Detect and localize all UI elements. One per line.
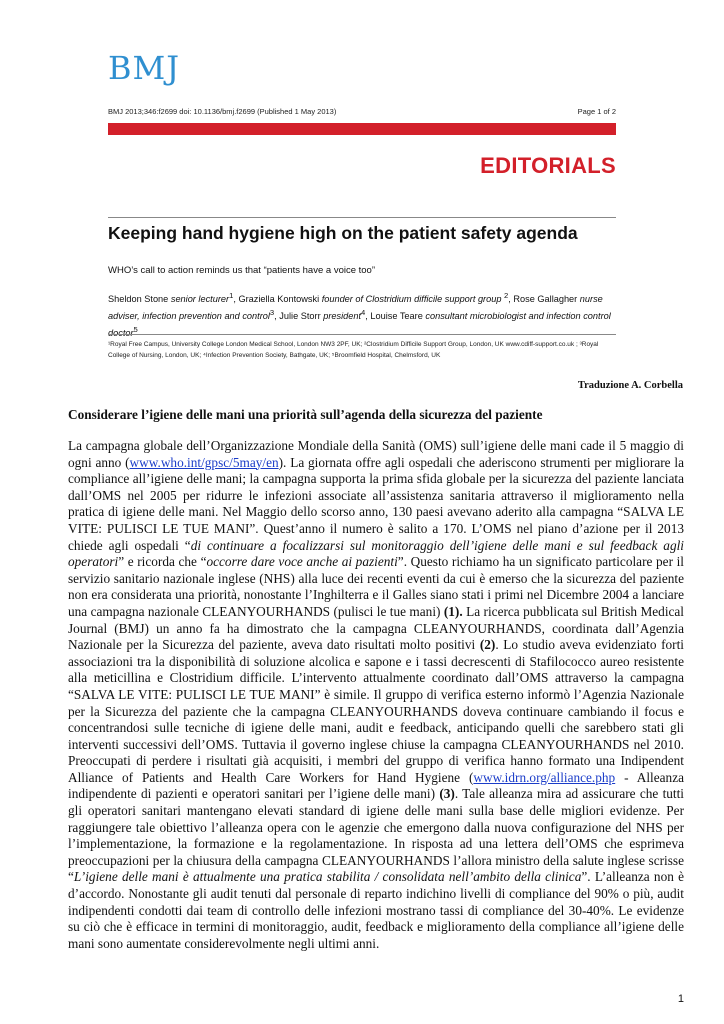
affiliations: ¹Royal Free Campus, University College London Medical School, London NW3 2PF, UK; ²Clostridium Difficile Support Group, London, UK www.cdiff-support.co.uk ; ³Royal College of Nursing, London, UK; ⁴Infection Prevention Society, Bathgate, UK; ⁵Broomfield Hospital, Chelmsford, UK — [108, 341, 599, 359]
author-role: senior lecturer — [170, 294, 230, 305]
body-text: ). La giornata offre agli ospedali che aderiscono strumenti per migliorare la compliance all’igiene delle mani; la campagna supporta la prima sfida globale per la sicurezza del paziente lanciata dall’OMS nel 2005 per ridurre le infezioni associate all’assistenza sanitaria attraverso il miglioramento nella pratica di igiene delle mani. Nel Maggio dello scorso anno, 130 paesi avevano aderito alla campagna “SALVA LE VITE: PULISCI LE TUE MANI”. Quest’anno il numero è salito a 170. L’OMS nel piano d’azione per il 2013 chiede agli ospedali “ — [68, 454, 684, 553]
quote-text: di continuare a focalizzarsi sul monitoraggio dell’igiene delle mani e sul feedback agli operatori — [68, 537, 684, 570]
who-link[interactable]: www.who.int/gpsc/5may/en — [129, 454, 279, 470]
body-text: La ricerca pubblicata sul British Medical Journal (BMJ) un anno fa ha dimostrato che la campagna CLEANYOURHANDS, coordinata dall’Agenzia Nazionale per la Sicurezza del paziente, aveva dato risultati molto positivi — [68, 603, 685, 653]
author-role: nurse adviser, infection prevention and control — [108, 294, 603, 322]
body-text: ” e ricorda che “ — [118, 554, 207, 570]
divider — [108, 334, 616, 335]
author-name: Julie Storr — [279, 311, 321, 322]
citation-line — [108, 107, 616, 116]
alliance-link[interactable]: www.idrn.org/alliance.php — [473, 769, 616, 785]
citation: BMJ 2013;346:f2699 doi: 10.1136/bmj.f2699 (Published 1 May 2013) — [108, 107, 337, 116]
page-indicator: Page 1 of 2 — [577, 107, 616, 116]
section-label: EDITORIALS — [480, 153, 616, 178]
author-sup: 5 — [133, 325, 138, 335]
author-role: founder of Clostridium difficile support group — [321, 294, 502, 305]
body-text: - Alleanza indipendente di pazienti e operatori sanitari per l’igiene delle mani) — [68, 769, 684, 802]
author-name: Louise Teare — [370, 311, 423, 322]
body-text: ”. L’alleanza non è d’accordo. Nonostante gli audit tenuti dal personale di reparto indichino livelli di compliance del 90% o più, audit indipendenti condotti dai team di controllo delle infezioni mostrano tassi di compliance del 30-40%. Le evidenze su ciò che è efficace in termini di monitoraggio, audit, feedback e miglioramento della compliance all’igiene delle mani sono aumentate considerevolmente negli ultimi anni. — [68, 869, 684, 951]
author-sup: 1 — [229, 291, 234, 300]
author-role: president — [323, 311, 361, 322]
reference: (3) — [439, 786, 455, 802]
author-sup: 2 — [504, 291, 509, 300]
body-text: . Lo studio aveva evidenziato forti associazioni tra la disponibilità di soluzione alcolica e sapone e i tassi decrescenti di Stafilococco aureo resistente alla meticillina e Clostridium difficile. L’intervento attualmente coordinato dall’OMS attraverso la campagna “SALVA LE VITE: PULISCI LE TUE MANI” è simile. Il gruppo di verifica esterno informò l’Agenzia Nazionale per la Sicurezza del paziente che la campagna CLEANYOURHANDS doveva continuare cambiando il focus e concentrandosi sulle tecniche di igiene delle mani, audit e feedback, anticipando quelli che sarebbero stati gli interventi successivi dell’OMS. Tuttavia il governo inglese chiuse la campagna CLEANYOURHANDS nel 2010. Preoccupati di perdere i risultati già acquisiti, i membri del gruppo di verifica hanno formato una Indipendent Alliance of Patients and Health Care Workers for Hand Hygiene ( — [68, 637, 684, 785]
body-text: . Tale alleanza mira ad assicurare che tutti gli operatori sanitari mantengano elevati standard di igiene delle mani sulla base delle migliori evidenze. Per raggiungere tale obiettivo l’alleanza opera con le agenzie che emergono dalla nuova configurazione del NHS per l’implementazione, la formazione e la regolamentazione. In risposta ad una lettera dell’OMS che esprimeva preoccupazioni per la chiusura della campagna CLEANYOURHANDS l’allora ministro della salute inglese scrisse “ — [68, 786, 685, 885]
author-name: Sheldon Stone — [108, 294, 169, 305]
page-number: 1 — [677, 993, 684, 1005]
translation-heading: Considerare l’igiene delle mani una priorità sull’agenda della sicurezza del paziente — [68, 407, 543, 422]
quote-text: L’igiene delle mani è attualmente una pratica stabilita / consolidata nell’ambito della clinica — [73, 869, 582, 885]
author-name: Rose Gallagher — [513, 294, 578, 305]
author-list: Sheldon Stone senior lecturer$^1$, Graziella Kontowski founder of Clostridium difficile support group $^2$, Rose Gallagher nurse adviser, infection prevention and control$^3$, Julie Storr president$^4$, Louise Teare consultant microbiologist and infection control $^5$ — [108, 289, 618, 340]
author-role: consultant microbiologist and infection control — [425, 311, 611, 322]
header-bar — [108, 123, 616, 135]
body-text: ”. Questo richiamo ha un significato particolare per il servizio sanitario nazionale inglese (NHS) alla luce dei recenti eventi da cui è emerso che la sicurezza del paziente non era considerata una priorità, nonostante l’Inghilterra e il Galles siano stati i primi nel Dicembre 2004 a lanciare una campagna nazionale CLEANYOURHANDS (pulisci le tue mani) — [68, 554, 684, 619]
divider — [108, 217, 616, 218]
bmj-logo: BMJ — [108, 49, 181, 87]
body-text: La campagna globale dell’Organizzazione Mondiale della Sanità (OMS) sull’igiene delle mani cade il 5 maggio di ogni anno ( — [68, 438, 684, 470]
author-name: Graziella Kontowski — [238, 294, 320, 305]
article-subtitle: WHO’s call to action reminds us that “patients have a voice too” — [108, 265, 376, 276]
article-title: Keeping hand hygiene high on the patient safety agenda — [108, 223, 578, 243]
reference: (2) — [479, 637, 496, 653]
translator-credit: Traduzione A. Corbella — [577, 380, 683, 391]
author-sup: 3 — [269, 308, 275, 318]
reference: (1). — [443, 603, 463, 619]
quote-text: occorre dare voce anche ai pazienti — [206, 554, 398, 570]
author-sup: 4 — [361, 308, 366, 318]
translation-body — [68, 438, 684, 952]
